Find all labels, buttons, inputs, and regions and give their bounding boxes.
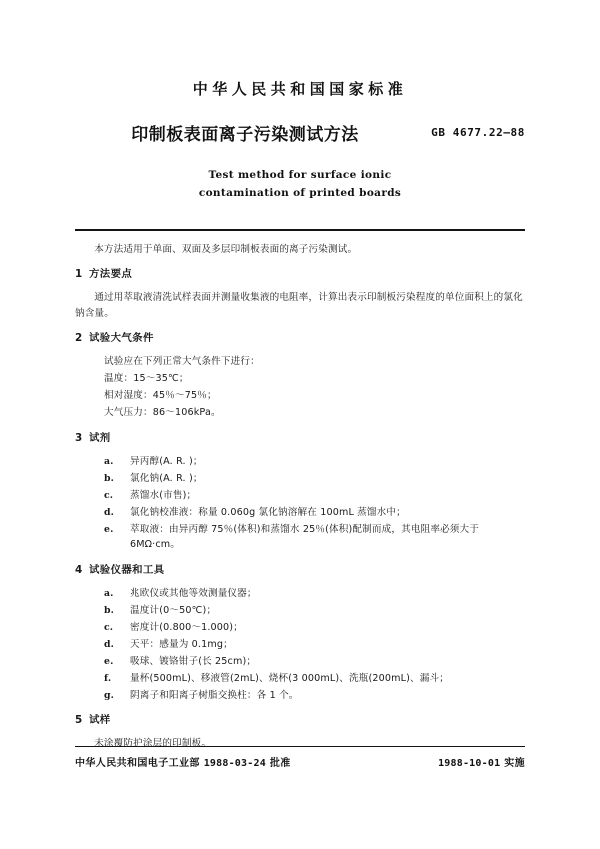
- item-text: 阴离子和阳离子树脂交换柱：各 1 个。: [130, 689, 299, 701]
- item-marker: g.: [104, 689, 115, 701]
- footer-row: [75, 754, 525, 769]
- footer-approval-date: 1988-03-24: [203, 758, 266, 769]
- item-marker: e.: [104, 523, 114, 535]
- english-subtitle-line2: contamination of printed boards: [198, 187, 402, 200]
- section-number-4: 4: [75, 563, 83, 576]
- scope-paragraph: 本方法适用于单面、双面及多层印制板表面的离子污染测试。: [94, 243, 358, 255]
- footer-divider: [75, 746, 525, 747]
- reagent-list: [75, 454, 525, 553]
- header-divider: [75, 229, 525, 231]
- item-text: 兆欧仪或其他等效测量仪器；: [130, 587, 257, 599]
- item-text: 蒸馏水(市售)；: [130, 489, 197, 501]
- condition-intro: 试验应在下列正常大气条件下进行：: [104, 356, 260, 368]
- item-marker: e.: [104, 655, 114, 667]
- english-subtitle-line1: Test method for surface ionic: [208, 169, 392, 181]
- section-number-5: 5: [75, 714, 83, 727]
- list-item: [104, 505, 525, 521]
- item-marker: f.: [104, 672, 112, 684]
- section-title-4: 试验仪器和工具: [89, 563, 165, 576]
- footer-effective: [438, 754, 525, 769]
- list-item: [104, 454, 525, 470]
- section-number-3: 3: [75, 431, 83, 444]
- condition-temperature: 温度：15～35℃；: [104, 373, 189, 385]
- item-text: 萃取液：由异丙醇 75％(体积)和蒸馏水 25％(体积)配制而成，其电阻率必须大于 6MΩ·cm。: [130, 523, 480, 551]
- list-item: [104, 688, 525, 704]
- item-text: 温度计(0～50℃)；: [130, 604, 217, 616]
- document-body: [75, 242, 525, 752]
- item-text: 量杯(500mL)、移液管(2mL)、烧杯(3 000mL)、洗瓶(200mL)、漏斗；: [130, 672, 449, 684]
- section-heading-5: [75, 712, 525, 729]
- footer-effective-date: 1988-10-01: [438, 758, 501, 769]
- item-marker: d.: [104, 506, 115, 518]
- item-marker: b.: [104, 472, 115, 484]
- english-subtitle: [75, 166, 525, 203]
- section-1-paragraph: 通过用萃取液清洗试样表面并测量收集液的电阻率，计算出表示印制板污染程度的单位面积上的氯化钠含量。: [75, 292, 523, 319]
- section-heading-1: [75, 266, 525, 283]
- list-item: [104, 488, 525, 504]
- footer-approval: [75, 754, 291, 769]
- standard-code: GB 4677.22—88: [431, 126, 525, 139]
- section-title-2: 试验大气条件: [89, 332, 154, 345]
- footer-effective-label: 实施: [504, 758, 525, 769]
- section-title-3: 试剂: [89, 431, 111, 444]
- footer-issuer: 中华人民共和国电子工业部: [75, 758, 200, 769]
- title-row: [75, 122, 525, 148]
- document-header: [75, 0, 525, 203]
- instrument-list: [75, 586, 525, 704]
- section-heading-2: [75, 330, 525, 347]
- list-item: [104, 671, 525, 687]
- section-number-1: 1: [75, 268, 83, 281]
- item-marker: c.: [104, 489, 114, 501]
- item-marker: c.: [104, 621, 114, 633]
- document-footer: [75, 746, 525, 769]
- section-5-paragraph: 未涂覆防护涂层的印制板。: [94, 738, 212, 750]
- list-item: [104, 522, 525, 553]
- section-heading-3: [75, 430, 525, 447]
- section-2-conditions: [75, 354, 525, 421]
- condition-pressure: 大气压力：86～106kPa。: [104, 407, 221, 419]
- section-title-5: 试样: [89, 714, 111, 727]
- section-number-2: 2: [75, 332, 83, 345]
- footer-approval-label: 批准: [269, 758, 291, 769]
- list-item: [104, 654, 525, 670]
- item-marker: a.: [104, 587, 114, 599]
- list-item: [104, 603, 525, 619]
- list-item: [104, 620, 525, 636]
- item-text: 密度计(0.800～1.000)；: [130, 621, 243, 633]
- section-heading-4: [75, 562, 525, 579]
- item-text: 天平：感量为 0.1mg；: [130, 638, 233, 650]
- item-text: 氯化钠(A. R. )；: [130, 472, 203, 484]
- section-title-1: 方法要点: [89, 268, 133, 281]
- item-text: 吸球、镀铬钳子(长 25cm)；: [130, 655, 257, 667]
- item-text: 异丙醇(A. R. )；: [130, 455, 203, 467]
- list-item: [104, 471, 525, 487]
- list-item: [104, 637, 525, 653]
- list-item: [104, 586, 525, 602]
- item-text: 氯化钠校准液：称量 0.060g 氯化钠溶解在 100mL 蒸馏水中；: [130, 506, 406, 518]
- condition-humidity: 相对湿度：45％～75％；: [104, 390, 217, 402]
- item-marker: a.: [104, 455, 114, 467]
- national-standard-title: 中华人民共和国国家标准: [192, 80, 408, 98]
- item-marker: b.: [104, 604, 115, 616]
- item-marker: d.: [104, 638, 115, 650]
- page-title: 印制板表面离子污染测试方法: [131, 125, 359, 145]
